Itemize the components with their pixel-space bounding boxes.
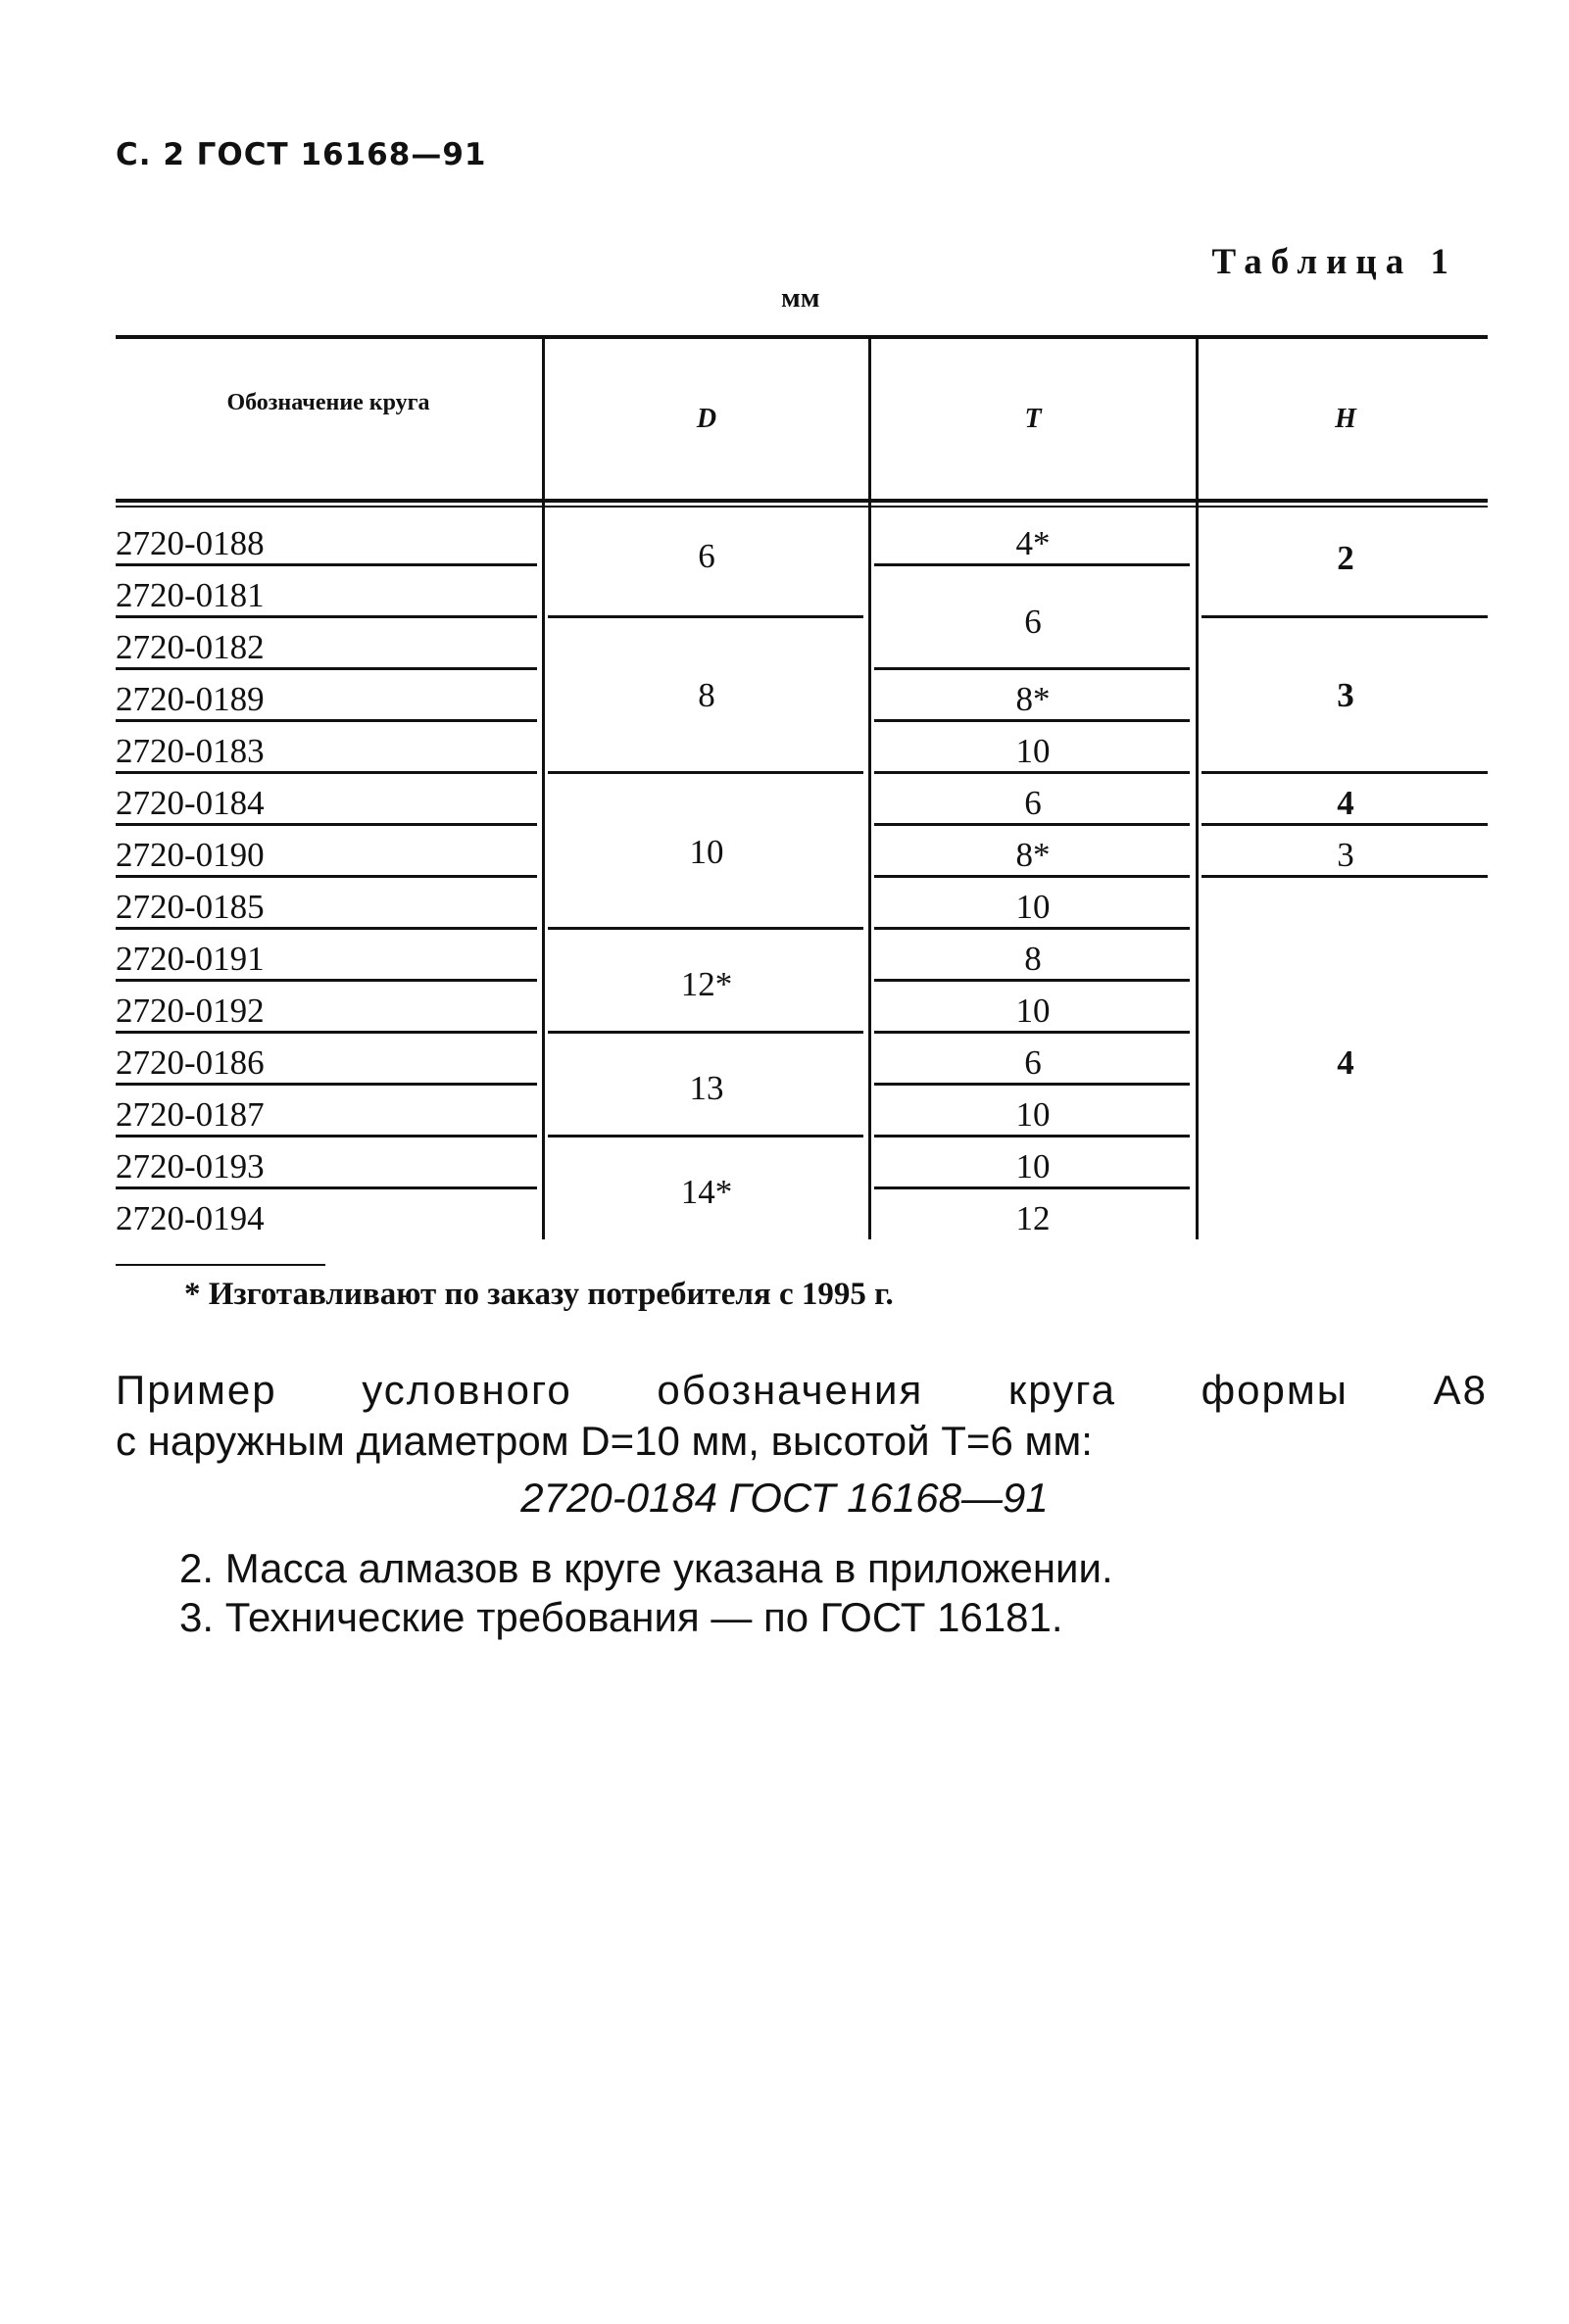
example-line-2: с наружным диаметром D=10 мм, высотой T=6 мм: — [116, 1418, 1093, 1464]
row-code: 2720-0193 — [116, 1147, 265, 1186]
t-value: 12 — [1015, 1199, 1051, 1237]
d-value: 13 — [689, 1069, 724, 1107]
h-rule — [1201, 875, 1488, 878]
row-code: 2720-0194 — [116, 1199, 265, 1237]
t-value: 8 — [1024, 940, 1042, 978]
t-value: 10 — [1015, 1095, 1051, 1134]
row-rule — [116, 771, 537, 774]
t-value: 4* — [1015, 524, 1051, 562]
item-3: 3. Технические требования — по ГОСТ 16181. — [179, 1594, 1063, 1640]
table-label: Таблица 1 — [1211, 242, 1457, 282]
t-value: 8* — [1015, 836, 1051, 874]
h-rule — [1201, 615, 1488, 618]
row-rule — [116, 667, 537, 670]
row-code: 2720-0190 — [116, 836, 265, 874]
col-header-D: D — [696, 404, 717, 434]
t-value: 10 — [1015, 1147, 1051, 1186]
t-value: 6 — [1024, 1043, 1042, 1082]
t-rule — [874, 1083, 1190, 1086]
d-group-rule — [548, 1135, 863, 1138]
d-value: 8 — [698, 676, 715, 714]
d-value: 14* — [680, 1173, 733, 1211]
h-rule — [1201, 823, 1488, 826]
row-rule — [116, 1083, 537, 1086]
col-header-T: T — [1024, 404, 1042, 434]
page-header: С. 2 ГОСТ 16168—91 — [116, 137, 487, 172]
h-value: 4 — [1337, 784, 1354, 822]
t-value: 10 — [1015, 888, 1051, 926]
h-rule — [1201, 771, 1488, 774]
d-group-rule — [548, 771, 863, 774]
col-header-designation: Обозначение круга — [226, 390, 430, 415]
table-top-rule — [116, 335, 1488, 339]
footnote: * Изготавливают по заказу потребителя с 1995 г. — [184, 1277, 894, 1312]
row-rule — [116, 875, 537, 878]
t-value: 10 — [1015, 732, 1051, 770]
row-code: 2720-0186 — [116, 1043, 265, 1082]
t-rule — [874, 823, 1190, 826]
d-group-rule — [548, 1031, 863, 1034]
row-code: 2720-0192 — [116, 992, 265, 1030]
row-code: 2720-0191 — [116, 940, 265, 978]
t-rule — [874, 563, 1190, 566]
example-line-1: Пример условного обозначения круга формы А8 — [116, 1367, 1488, 1413]
item-2: 2. Масса алмазов в круге указана в приложении. — [179, 1545, 1113, 1591]
d-value: 10 — [689, 833, 724, 871]
row-code: 2720-0185 — [116, 888, 265, 926]
t-value: 10 — [1015, 992, 1051, 1030]
t-rule — [874, 1186, 1190, 1189]
t-value: 6 — [1024, 603, 1042, 641]
d-value: 12* — [680, 965, 733, 1003]
row-code: 2720-0183 — [116, 732, 265, 770]
row-rule — [116, 615, 537, 618]
d-value: 6 — [698, 537, 715, 575]
row-rule — [116, 927, 537, 930]
row-code: 2720-0188 — [116, 524, 265, 562]
row-code: 2720-0181 — [116, 576, 265, 614]
d-group-rule — [548, 927, 863, 930]
t-rule — [874, 771, 1190, 774]
h-value: 2 — [1337, 539, 1354, 577]
row-code: 2720-0182 — [116, 628, 265, 666]
t-value: 8* — [1015, 680, 1051, 718]
footnote-rule — [116, 1264, 325, 1266]
t-rule — [874, 667, 1190, 670]
row-rule — [116, 823, 537, 826]
row-rule — [116, 1135, 537, 1138]
header-bottom-rule — [116, 499, 1488, 503]
unit-label: мм — [781, 282, 820, 314]
t-rule — [874, 1135, 1190, 1138]
header-bottom-rule-2 — [116, 506, 1488, 508]
t-value: 6 — [1024, 784, 1042, 822]
t-rule — [874, 979, 1190, 982]
t-rule — [874, 875, 1190, 878]
row-code: 2720-0189 — [116, 680, 265, 718]
t-rule — [874, 719, 1190, 722]
d-group-rule — [548, 615, 863, 618]
row-rule — [116, 719, 537, 722]
example-designation: 2720-0184 ГОСТ 16168—91 — [520, 1475, 1049, 1521]
h-value: 3 — [1337, 676, 1354, 714]
row-rule — [116, 1186, 537, 1189]
t-rule — [874, 927, 1190, 930]
row-code: 2720-0187 — [116, 1095, 265, 1134]
h-value: 3 — [1337, 836, 1354, 874]
row-rule — [116, 979, 537, 982]
h-value: 4 — [1337, 1043, 1354, 1082]
row-rule — [116, 1031, 537, 1034]
row-code: 2720-0184 — [116, 784, 265, 822]
row-rule — [116, 563, 537, 566]
col-header-H: H — [1335, 404, 1356, 434]
t-rule — [874, 1031, 1190, 1034]
